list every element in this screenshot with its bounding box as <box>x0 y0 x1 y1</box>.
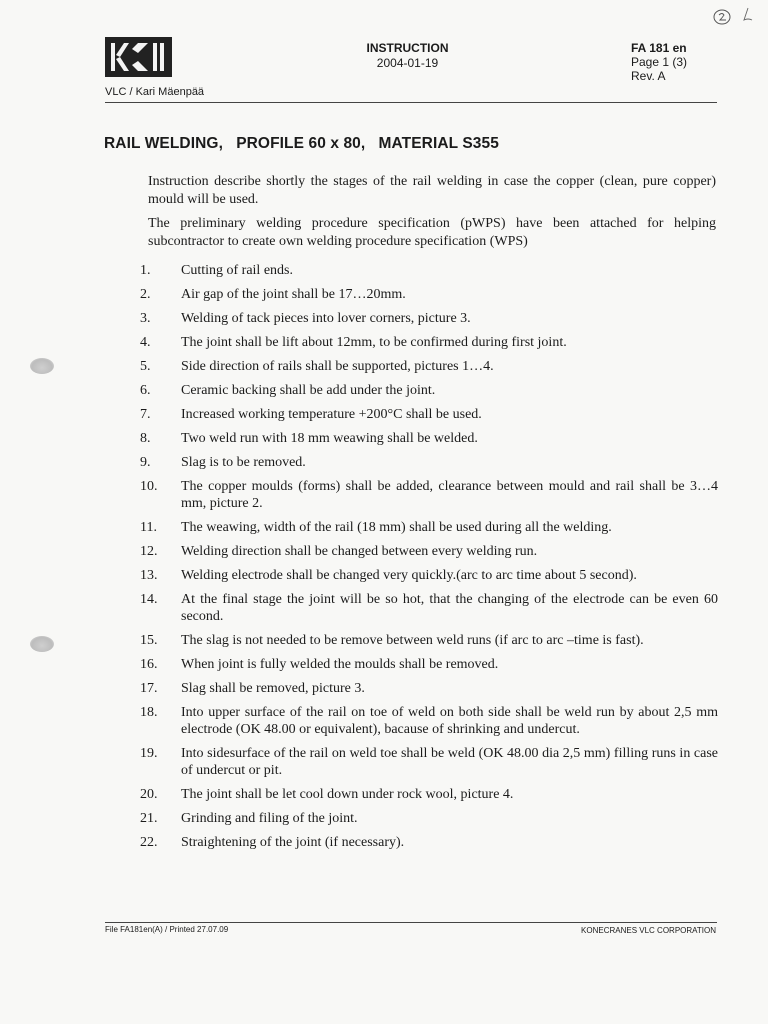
procedure-step <box>140 704 718 738</box>
step-number: 20. <box>140 787 158 802</box>
footer-divider <box>105 922 717 923</box>
procedure-step <box>140 519 718 536</box>
step-text: Increased working temperature +200°C shall be used. <box>181 407 482 422</box>
file-info: File FA181en(A) / Printed 27.07.09 <box>105 925 229 934</box>
step-text: At the final stage the joint will be so hot, that the changing of the electrode can be even 60 second. <box>181 592 718 624</box>
step-number: 12. <box>140 544 158 559</box>
procedure-step <box>140 262 718 279</box>
document-code: FA 181 en <box>631 41 687 55</box>
step-text: The copper moulds (forms) shall be added, clearance between mould and rail shall be 3…4 mm, picture 2. <box>181 479 718 511</box>
procedure-step <box>140 680 718 697</box>
step-text: Welding of tack pieces into lover corners, picture 3. <box>181 311 471 326</box>
procedure-step <box>140 745 718 779</box>
document-type: INSTRUCTION <box>366 41 449 55</box>
step-number: 14. <box>140 592 158 607</box>
step-number: 3. <box>140 311 151 326</box>
step-text: Two weld run with 18 mm weawing shall be welded. <box>181 431 478 446</box>
step-number: 9. <box>140 455 151 470</box>
document-type-block <box>330 41 485 71</box>
step-text: The weawing, width of the rail (18 mm) shall be used during all the welding. <box>181 520 612 535</box>
procedure-step <box>140 591 718 625</box>
procedure-step <box>140 310 718 327</box>
punch-hole <box>30 358 54 374</box>
procedure-step <box>140 810 718 827</box>
step-number: 11. <box>140 520 157 535</box>
procedure-step <box>140 478 718 512</box>
step-text: The joint shall be let cool down under rock wool, picture 4. <box>181 787 514 802</box>
step-number: 4. <box>140 335 151 350</box>
author-line: VLC / Kari Mäenpää <box>105 86 205 98</box>
step-text: Cutting of rail ends. <box>181 263 293 278</box>
step-text: Into sidesurface of the rail on weld toe shall be weld (OK 48.00 dia 2,5 mm) filling runs in case of undercut or pit. <box>181 746 718 778</box>
step-text: When joint is fully welded the moulds shall be removed. <box>181 657 499 672</box>
step-text: Into upper surface of the rail on toe of weld on both side shall be weld run by about 2,5 mm electrode (OK 48.00 or equivalent), bacause of shrinking and undercut. <box>181 705 718 737</box>
step-number: 16. <box>140 657 158 672</box>
step-number: 10. <box>140 479 158 494</box>
step-text: Slag shall be removed, picture 3. <box>181 681 365 696</box>
step-text: Welding electrode shall be changed very quickly.(arc to arc time about 5 second). <box>181 568 637 583</box>
step-text: Grinding and filing of the joint. <box>181 811 358 826</box>
procedure-step <box>140 286 718 303</box>
step-text: Ceramic backing shall be add under the joint. <box>181 383 436 398</box>
procedure-step <box>140 382 718 399</box>
procedure-step <box>140 656 718 673</box>
procedure-step <box>140 430 718 447</box>
intro-paragraph: The preliminary welding procedure specification (pWPS) have been attached for helping subcontractor to create own welding procedure specification (WPS) <box>148 216 716 249</box>
step-number: 22. <box>140 835 158 850</box>
intro-paragraph: Instruction describe shortly the stages of the rail welding in case the copper (clean, pure copper) mould will be used. <box>148 174 716 207</box>
document-title: RAIL WELDING, PROFILE 60 x 80, MATERIAL S355 <box>104 135 499 152</box>
step-number: 21. <box>140 811 158 826</box>
document-date: 2004-01-19 <box>376 56 439 70</box>
step-number: 19. <box>140 746 158 761</box>
step-text: The joint shall be lift about 12mm, to be confirmed during first joint. <box>181 335 567 350</box>
step-number: 2. <box>140 287 151 302</box>
step-number: 17. <box>140 681 158 696</box>
step-text: The slag is not needed to be remove between weld runs (if arc to arc –time is fast). <box>181 633 644 648</box>
step-text: Air gap of the joint shall be 17…20mm. <box>181 287 406 302</box>
page-number: Page 1 (3) <box>631 55 688 69</box>
step-text: Side direction of rails shall be supported, pictures 1…4. <box>181 359 494 374</box>
step-number: 5. <box>140 359 151 374</box>
handwritten-mark <box>710 4 760 30</box>
step-text: Slag is to be removed. <box>181 455 306 470</box>
procedure-step <box>140 834 718 851</box>
procedure-step <box>140 786 718 803</box>
revision: Rev. A <box>631 69 666 83</box>
procedure-step <box>140 454 718 471</box>
procedure-step <box>140 632 718 649</box>
step-number: 13. <box>140 568 158 583</box>
header-divider <box>105 102 717 103</box>
step-number: 7. <box>140 407 151 422</box>
procedure-step <box>140 406 718 423</box>
procedure-steps <box>140 262 718 858</box>
step-number: 15. <box>140 633 158 648</box>
step-number: 6. <box>140 383 151 398</box>
procedure-step <box>140 358 718 375</box>
punch-hole <box>30 636 54 652</box>
step-number: 8. <box>140 431 151 446</box>
step-number: 18. <box>140 705 158 720</box>
procedure-step <box>140 543 718 560</box>
document-reference-block <box>631 41 687 83</box>
procedure-step <box>140 567 718 584</box>
step-text: Straightening of the joint (if necessary). <box>181 835 405 850</box>
company-logo <box>105 37 172 77</box>
step-number: 1. <box>140 263 151 278</box>
step-text: Welding direction shall be changed between every welding run. <box>181 544 538 559</box>
procedure-step <box>140 334 718 351</box>
company-name: KONECRANES VLC CORPORATION <box>581 926 716 935</box>
